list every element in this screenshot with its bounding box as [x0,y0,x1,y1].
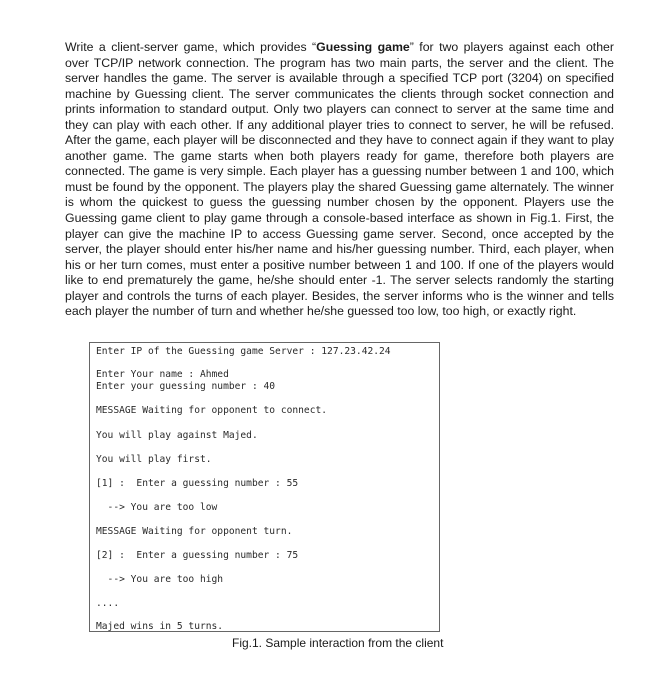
console-line-turn-2: [2] : Enter a guessing number : 75 [96,550,299,561]
console-line-name: Enter Your name : Ahmed [96,369,229,380]
intro-text-start: Write a client-server game, which provides “ [65,40,317,54]
console-line-waiting-connect: MESSAGE Waiting for opponent to connect. [96,405,328,416]
assignment-description [65,40,614,320]
console-line-waiting-turn: MESSAGE Waiting for opponent turn. [96,526,293,537]
console-line-too-low: --> You are too low [96,502,218,513]
figure-caption: Fig.1. Sample interaction from the client [232,636,444,650]
console-line-play-first: You will play first. [96,454,212,465]
console-line-winner: Majed wins in 5 turns. [96,621,224,632]
console-line-guess-number: Enter your guessing number : 40 [96,381,276,392]
console-line-opponent: You will play against Majed. [96,430,258,441]
console-line-too-high: --> You are too high [96,574,224,585]
console-line-turn-1: [1] : Enter a guessing number : 55 [96,478,299,489]
sample-console-figure [89,342,440,632]
intro-text-rest: ” for two players against each other over TCP/IP network connection. The program has two main parts, the server and the client. The server handles the game. The server is available through a specified TCP port (3204) on specified machine by Guessing client. The server communicates the clients through socket connection and prints information to standard output. Only two players can connect to server at the same time and they can play with each other. If any additional player tries to connect to server, he will be refused. After the game, each player will be disconnected and they have to connect again if they want to play another game. The game starts when both players ready for game, therefore both players are connected. The game is very simple. Each player has a guessing number between 1 and 100, which must be found by the opponent. The players play the shared Guessing game alternately. The winner is whom the quickest to guess the guessing number chosen by the opponent. Players use the Guessing game client to play game through a console-based interface as shown in Fig.1. First, the player can give the machine IP to access Guessing game server. Second, once accepted by the server, the player should enter his/her name and his/her guessing number. Third, each player, when his or her turn comes, must enter a positive number between 1 and 100. If one of the players would like to end prematurely the game, he/she should enter -1. The server selects randomly the starting player and controls the turns of each player. Besides, the server informs who is the winner and tells each player the number of turn and whether he/she guessed too low, too high, or exactly right. [65,40,614,319]
console-line-ellipsis: .... [96,598,120,609]
game-name-bold: Guessing game [316,40,410,54]
console-line-ip: Enter IP of the Guessing game Server : 127.23.42.24 [96,346,391,357]
